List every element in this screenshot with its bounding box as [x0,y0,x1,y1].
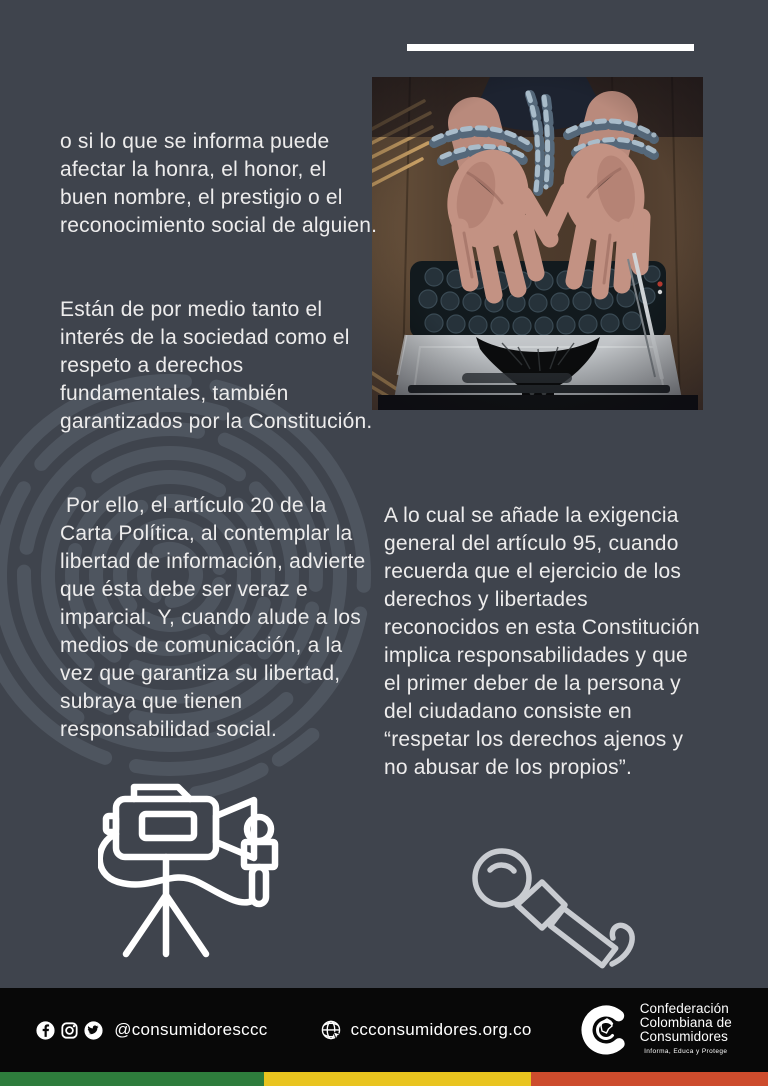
twitter-icon[interactable] [84,1021,103,1040]
video-camera-icon [98,772,303,974]
logo-tagline: Informa, Educa y Protege [644,1048,728,1055]
strip-green-segment [0,1072,264,1086]
paragraph: Están de por medio tanto el interés de la sociedad como el respeto a derechos fundamentales, también garantizados por la Constitución. [60,298,373,433]
ccc-logo [578,1002,732,1058]
facebook-icon[interactable] [36,1021,55,1040]
left-text-column [60,72,378,800]
footer-bar [0,988,768,1072]
top-divider-bar [407,44,694,51]
paragraph: Por ello, el artículo 20 de la Carta Política, al contemplar la libertad de información, advierte que ésta debe ser veraz e imparcial. Y, cuando alude a los medios de comunicación, a la vez que garantiza su libertad, subraya que tienen responsabilidad social. [60,494,372,741]
logo-name-line3: Consumidores [639,1029,728,1044]
instagram-icon[interactable] [60,1021,79,1040]
tricolor-strip [0,1072,768,1086]
website-url[interactable]: ccconsumidores.org.co [350,1020,532,1039]
strip-red-segment [531,1072,768,1086]
ccc-logo-icon [578,1002,634,1058]
logo-name-line2: Colombiana de [639,1015,732,1030]
paragraph: A lo cual se añade la exigencia general del artículo 95, cuando recuerda que el ejercicio de los derechos y libertades reconocidos en esta Constitución implica responsabilidades y que el primer deber de la persona y del ciudadano consiste en “respetar los derechos ajenos y no abusar de los propios”. [384,504,706,779]
globe-cursor-icon [320,1019,343,1042]
social-icons [36,1021,103,1040]
typewriter-photo [372,77,703,410]
paragraph: o si lo que se informa puede afectar la honra, el honor, el buen nombre, el prestigio o el reconocimiento social de alguien. [60,130,378,237]
strip-yellow-segment [264,1072,531,1086]
logo-name-line1: Confederación [639,1001,729,1016]
right-text-column [384,446,704,838]
microphone-icon [462,842,644,984]
social-handle[interactable]: @consumidoresccc [114,1020,268,1039]
